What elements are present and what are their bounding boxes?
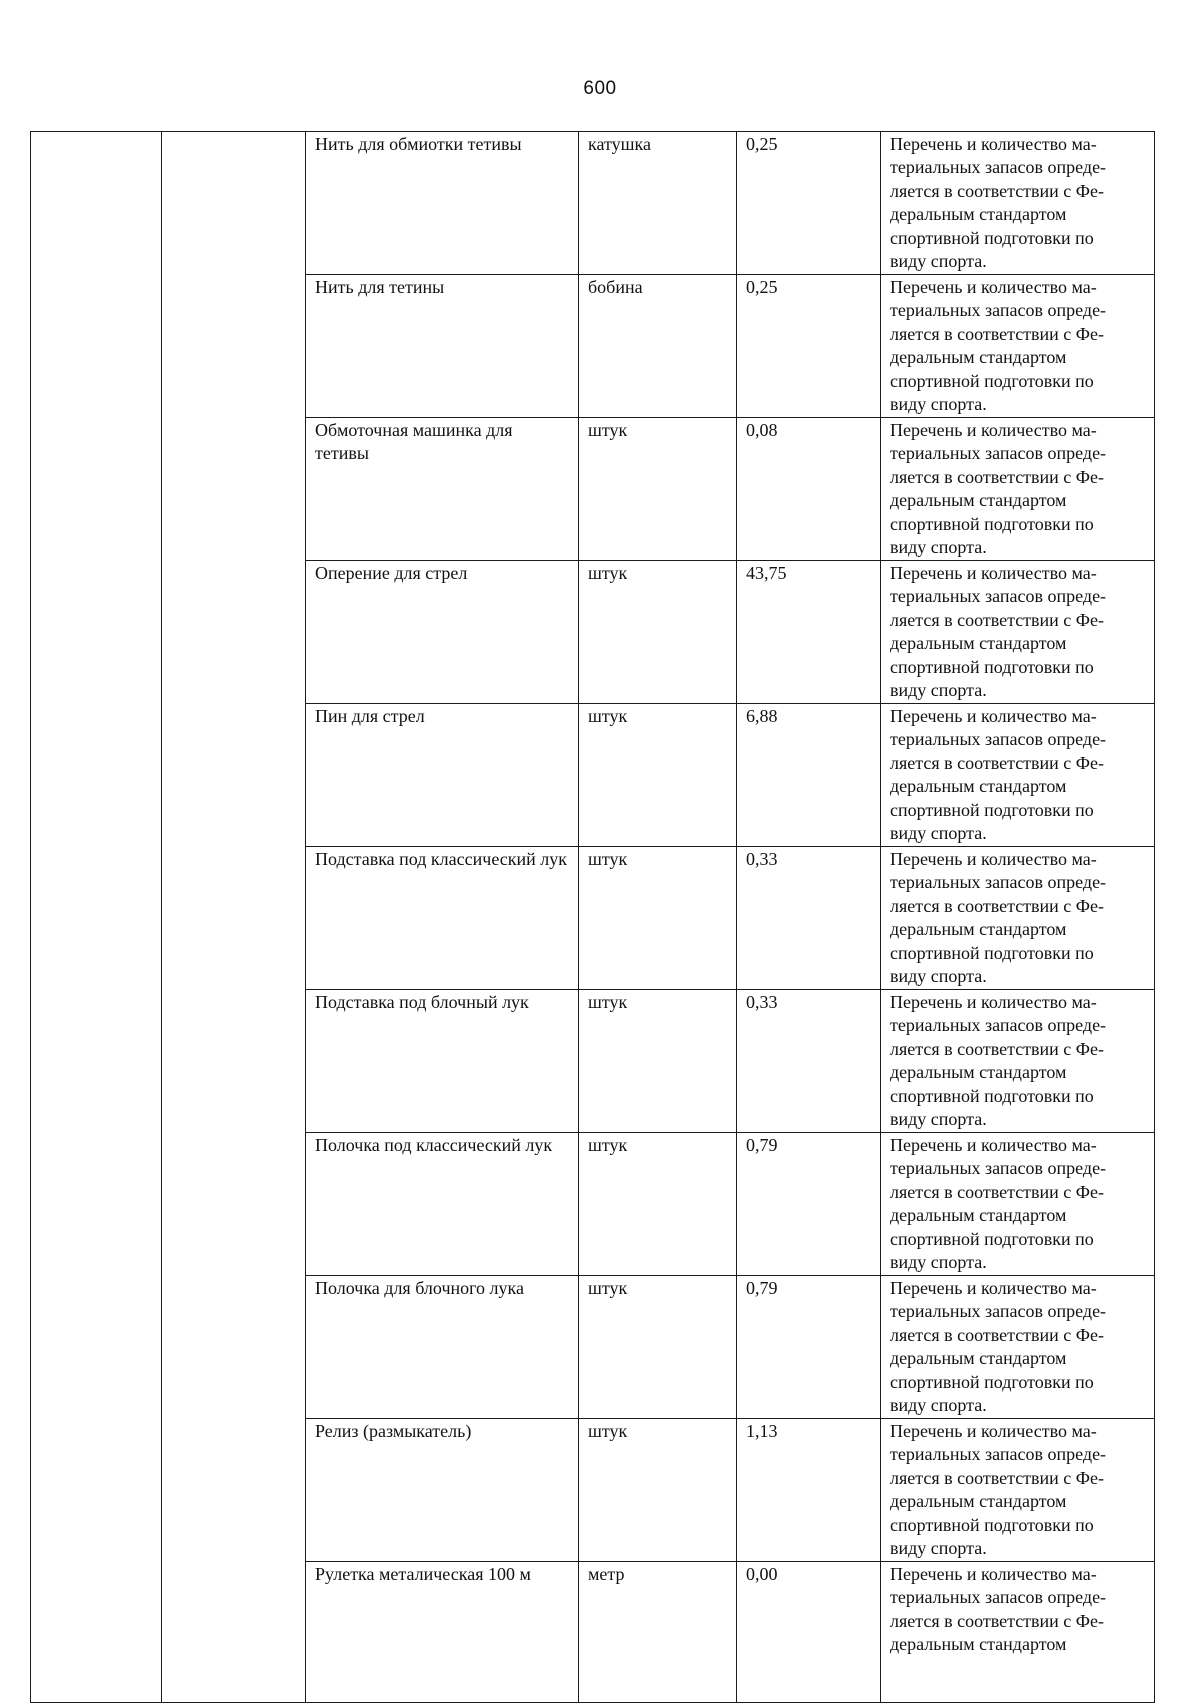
table-row xyxy=(31,1419,1155,1562)
empty-cell-col2 xyxy=(162,1133,306,1276)
quantity-cell: 0,79 xyxy=(737,1133,881,1276)
empty-cell-col2 xyxy=(162,1562,306,1703)
empty-cell-col1 xyxy=(31,1276,162,1419)
table-row xyxy=(31,847,1155,990)
note-cell: Перечень и количество ма- териальных запасов опреде- ляется в соответствии с Фе- деральным стандартом спортивной подготовки по виду спорта. xyxy=(881,418,1155,561)
quantity-cell: 1,13 xyxy=(737,1419,881,1562)
empty-cell-col1 xyxy=(31,847,162,990)
note-cell: Перечень и количество ма- териальных запасов опреде- ляется в соответствии с Фе- деральным стандартом спортивной подготовки по виду спорта. xyxy=(881,275,1155,418)
empty-cell-col1 xyxy=(31,1562,162,1703)
empty-cell-col1 xyxy=(31,561,162,704)
unit-cell: штук xyxy=(579,1419,737,1562)
table-row xyxy=(31,1562,1155,1703)
quantity-cell: 0,25 xyxy=(737,275,881,418)
empty-cell-col1 xyxy=(31,275,162,418)
unit-cell: штук xyxy=(579,418,737,561)
note-cell: Перечень и количество ма- териальных запасов опреде- ляется в соответствии с Фе- деральным стандартом спортивной подготовки по виду спорта. xyxy=(881,847,1155,990)
table-row xyxy=(31,704,1155,847)
item-name-cell: Подставка под классический лук xyxy=(306,847,579,990)
empty-cell-col1 xyxy=(31,1419,162,1562)
table-row xyxy=(31,561,1155,704)
unit-cell: метр xyxy=(579,1562,737,1703)
item-name-cell: Пин для стрел xyxy=(306,704,579,847)
page-number: 600 xyxy=(583,78,617,99)
item-name-cell: Обмоточная машинка для тетивы xyxy=(306,418,579,561)
quantity-cell: 0,33 xyxy=(737,847,881,990)
empty-cell-col2 xyxy=(162,847,306,990)
unit-cell: бобина xyxy=(579,275,737,418)
empty-cell-col2 xyxy=(162,1419,306,1562)
table-body xyxy=(31,132,1155,1703)
table-row xyxy=(31,1133,1155,1276)
materials-table xyxy=(30,131,1155,1703)
unit-cell: штук xyxy=(579,1276,737,1419)
empty-cell-col2 xyxy=(162,275,306,418)
table-row xyxy=(31,132,1155,275)
item-name-cell: Рулетка металическая 100 м xyxy=(306,1562,579,1703)
note-cell: Перечень и количество ма- териальных запасов опреде- ляется в соответствии с Фе- деральным стандартом спортивной подготовки по виду спорта. xyxy=(881,704,1155,847)
note-cell: Перечень и количество ма- териальных запасов опреде- ляется в соответствии с Фе- деральным стандартом спортивной подготовки по виду спорта. xyxy=(881,1276,1155,1419)
note-cell: Перечень и количество ма- териальных запасов опреде- ляется в соответствии с Фе- деральным стандартом спортивной подготовки по виду спорта. xyxy=(881,132,1155,275)
note-cell: Перечень и количество ма- териальных запасов опреде- ляется в соответствии с Фе- деральным стандартом спортивной подготовки по виду спорта. xyxy=(881,1419,1155,1562)
empty-cell-col2 xyxy=(162,990,306,1133)
table-row xyxy=(31,275,1155,418)
quantity-cell: 0,00 xyxy=(737,1562,881,1703)
unit-cell: штук xyxy=(579,990,737,1133)
unit-cell: штук xyxy=(579,561,737,704)
empty-cell-col1 xyxy=(31,418,162,561)
empty-cell-col2 xyxy=(162,132,306,275)
quantity-cell: 0,25 xyxy=(737,132,881,275)
empty-cell-col2 xyxy=(162,1276,306,1419)
note-cell: Перечень и количество ма- териальных запасов опреде- ляется в соответствии с Фе- деральным стандартом xyxy=(881,1562,1155,1703)
item-name-cell: Оперение для стрел xyxy=(306,561,579,704)
quantity-cell: 6,88 xyxy=(737,704,881,847)
unit-cell: катушка xyxy=(579,132,737,275)
empty-cell-col1 xyxy=(31,990,162,1133)
unit-cell: штук xyxy=(579,847,737,990)
note-cell: Перечень и количество ма- териальных запасов опреде- ляется в соответствии с Фе- деральным стандартом спортивной подготовки по виду спорта. xyxy=(881,561,1155,704)
quantity-cell: 43,75 xyxy=(737,561,881,704)
item-name-cell: Релиз (размыкатель) xyxy=(306,1419,579,1562)
item-name-cell: Полочка под классический лук xyxy=(306,1133,579,1276)
empty-cell-col1 xyxy=(31,1133,162,1276)
empty-cell-col1 xyxy=(31,132,162,275)
note-cell: Перечень и количество ма- териальных запасов опреде- ляется в соответствии с Фе- деральным стандартом спортивной подготовки по виду спорта. xyxy=(881,1133,1155,1276)
note-cell: Перечень и количество ма- териальных запасов опреде- ляется в соответствии с Фе- деральным стандартом спортивной подготовки по виду спорта. xyxy=(881,990,1155,1133)
table-row xyxy=(31,418,1155,561)
quantity-cell: 0,79 xyxy=(737,1276,881,1419)
empty-cell-col2 xyxy=(162,704,306,847)
quantity-cell: 0,33 xyxy=(737,990,881,1133)
empty-cell-col2 xyxy=(162,418,306,561)
quantity-cell: 0,08 xyxy=(737,418,881,561)
item-name-cell: Нить для тетины xyxy=(306,275,579,418)
table-row xyxy=(31,1276,1155,1419)
unit-cell: штук xyxy=(579,704,737,847)
item-name-cell: Полочка для блочного лука xyxy=(306,1276,579,1419)
item-name-cell: Подставка под блочный лук xyxy=(306,990,579,1133)
table-row xyxy=(31,990,1155,1133)
empty-cell-col1 xyxy=(31,704,162,847)
empty-cell-col2 xyxy=(162,561,306,704)
item-name-cell: Нить для обмиотки тетивы xyxy=(306,132,579,275)
unit-cell: штук xyxy=(579,1133,737,1276)
